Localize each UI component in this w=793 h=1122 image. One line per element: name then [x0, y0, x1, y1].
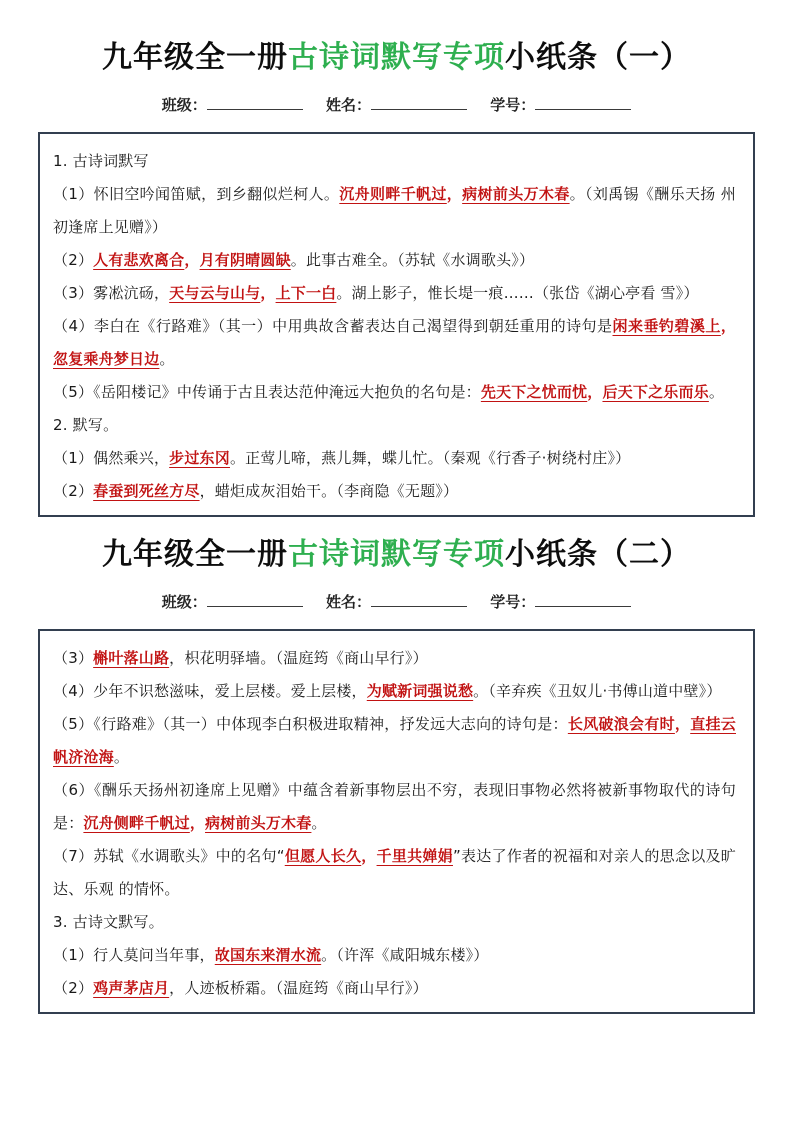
answer-text: ，: [260, 284, 276, 302]
question-text: 。（刘禹锡《酬乐天扬 州初逢席上见赠》）: [53, 185, 736, 236]
quiz-line: [53, 939, 736, 972]
answer-text: 上下一白: [275, 284, 337, 302]
question-text: ，枳花明驿墙。（温庭筠《商山早行》）: [169, 649, 428, 667]
answer-text: 先天下之忧而忧: [480, 383, 588, 401]
student-id-field-label: 学号：: [490, 96, 536, 114]
answer-text: ，: [361, 847, 377, 865]
answer-text: 忽复乘舟梦日边: [53, 350, 160, 368]
question-text: 。: [708, 383, 725, 401]
title-prefix-2: 九年级全一册: [102, 537, 288, 572]
student-id-field-blank: [535, 95, 631, 110]
answer-text: 为赋新词强说愁: [366, 682, 474, 700]
title-highlight-2: 古诗词默写专项: [288, 537, 505, 572]
question-text: （5）《岳阳楼记》中传诵于古且表达范仲淹远大抱负的名句是：: [53, 383, 481, 401]
quiz-line: [53, 774, 736, 840]
quiz-box-1: [38, 132, 755, 517]
answer-text: ，: [189, 814, 206, 832]
question-text: （5）《行路难》（其一）中体现李白积极进取精神，抒发远大志向的诗句是：: [53, 715, 568, 733]
title-suffix-2: 小纸条（二）: [505, 537, 691, 572]
question-text: ，人迹板桥霜。（温庭筠《商山早行》）: [169, 979, 428, 997]
question-text: （3）: [53, 649, 94, 667]
answer-text: 后天下之乐而乐: [602, 383, 709, 401]
question-text: 1. 古诗词默写: [53, 152, 149, 170]
student-id-field: [490, 94, 631, 115]
question-text: （1）行人莫问当年事，: [53, 946, 215, 964]
class-field-2: [162, 591, 303, 612]
quiz-line: [53, 972, 736, 1005]
name-field-2: [326, 591, 467, 612]
quiz-line: [53, 310, 736, 376]
class-field-label-2: 班级：: [161, 593, 207, 611]
title-suffix: 小纸条（一）: [505, 40, 691, 75]
question-text: ”表达了作者的祝福和对亲人的思念以及旷达、乐观 的情怀。: [53, 847, 737, 898]
quiz-line: [53, 409, 736, 442]
question-text: （1）偶然乘兴，: [53, 449, 170, 467]
question-text: 。（许浑《咸阳城东楼》）: [321, 946, 489, 964]
answer-text: 故国东来渭水流: [214, 946, 322, 964]
question-text: 。湖上影子，惟长堤一痕……（张岱《湖心亭看 雪》）: [336, 284, 699, 302]
student-id-field-2: [490, 591, 631, 612]
student-id-field-label-2: 学号：: [490, 593, 536, 611]
title-prefix: 九年级全一册: [102, 40, 288, 75]
quiz-line: [53, 906, 736, 939]
quiz-box-2: [38, 629, 755, 1014]
name-field-blank: [371, 95, 467, 110]
question-text: 。此事古难全。（苏轼《水调歌头》）: [290, 251, 535, 269]
student-id-field-blank-2: [535, 592, 631, 607]
question-text: （3）雾凇沆砀，: [53, 284, 170, 302]
quiz-line: [53, 376, 736, 409]
quiz-line: [53, 642, 736, 675]
answer-text: 人有悲欢离合: [93, 251, 185, 269]
page-title: [0, 40, 793, 76]
title-highlight: 古诗词默写专项: [288, 40, 505, 75]
question-text: （1）怀旧空吟闻笛赋，到乡翻似烂柯人。: [53, 185, 340, 203]
answer-text: 天与云与山与: [169, 284, 261, 302]
answer-text: ，: [184, 251, 200, 269]
answer-text: 槲叶落山路: [93, 649, 170, 667]
question-text: 。: [311, 814, 327, 832]
answer-text: ，: [446, 185, 463, 203]
answer-text: 步过东冈: [169, 449, 230, 467]
quiz-line: [53, 442, 736, 475]
answer-text: 鸡声茅店月: [93, 979, 170, 997]
quiz-line: [53, 675, 736, 708]
answer-text: 沉舟则畔千帆过: [339, 185, 447, 203]
question-text: （2）: [53, 482, 94, 500]
quiz-line: [53, 840, 736, 906]
student-info-row: [0, 94, 793, 115]
question-text: （2）: [53, 979, 94, 997]
answer-text: 月有阴晴圆缺: [199, 251, 291, 269]
name-field-label-2: 姓名：: [325, 593, 371, 611]
quiz-line: [53, 708, 736, 774]
question-text: 。正莺儿啼，燕儿舞，蝶儿忙。（秦观《行香子·树绕村庄》）: [229, 449, 631, 467]
quiz-line: [53, 244, 736, 277]
name-field-blank-2: [371, 592, 467, 607]
answer-text: 病树前头万木春: [462, 185, 570, 203]
answer-text: ，: [674, 715, 691, 733]
question-text: （7）苏轼《水调歌头》中的名句“: [53, 847, 285, 865]
answer-text: 闲来垂钓碧溪上: [612, 317, 721, 335]
question-text: 。: [159, 350, 175, 368]
class-field: [162, 94, 303, 115]
page-title-2: [0, 537, 793, 573]
answer-text: 直挂云帆济沧海: [53, 715, 736, 766]
question-text: ，蜡炬成灰泪始干。（李商隐《无题》）: [199, 482, 459, 500]
question-text: 3. 古诗文默写。: [53, 913, 164, 931]
question-text: 。: [113, 748, 130, 766]
question-text: （4）李白在《行路难》（其一）中用典故含蓄表达自己渴望得到朝廷重用的诗句是: [53, 317, 613, 335]
name-field-label: 姓名：: [325, 96, 371, 114]
quiz-line: [53, 277, 736, 310]
section-divider-gap: [0, 517, 793, 537]
quiz-line: [53, 475, 736, 508]
answer-text: 千里共婵娟: [376, 847, 453, 865]
answer-text: 长风破浪会有时: [567, 715, 675, 733]
class-field-blank: [207, 95, 303, 110]
question-text: （6）《酬乐天扬州初逢席上见赠》中蕴含着新事物层出不穷，表现旧事物必然将被新事物取代的诗句 是：: [53, 781, 736, 832]
class-field-blank-2: [207, 592, 303, 607]
quiz-line: [53, 145, 736, 178]
answer-text: 春蚕到死丝方尽: [93, 482, 200, 500]
answer-text: ，: [720, 317, 737, 335]
question-text: 。（辛弃疾《丑奴儿·书傅山道中壁》）: [473, 682, 722, 700]
answer-text: 但愿人长久: [284, 847, 362, 865]
answer-text: ，: [587, 383, 603, 401]
name-field: [326, 94, 467, 115]
question-text: （2）: [53, 251, 94, 269]
quiz-line: [53, 178, 736, 244]
student-info-row-2: [0, 591, 793, 612]
question-text: （4）少年不识愁滋味，爱上层楼。爱上层楼，: [53, 682, 367, 700]
answer-text: 病树前头万木春: [205, 814, 312, 832]
answer-text: 沉舟侧畔千帆过: [83, 814, 190, 832]
question-text: 2. 默写。: [53, 416, 119, 434]
class-field-label: 班级：: [161, 96, 207, 114]
